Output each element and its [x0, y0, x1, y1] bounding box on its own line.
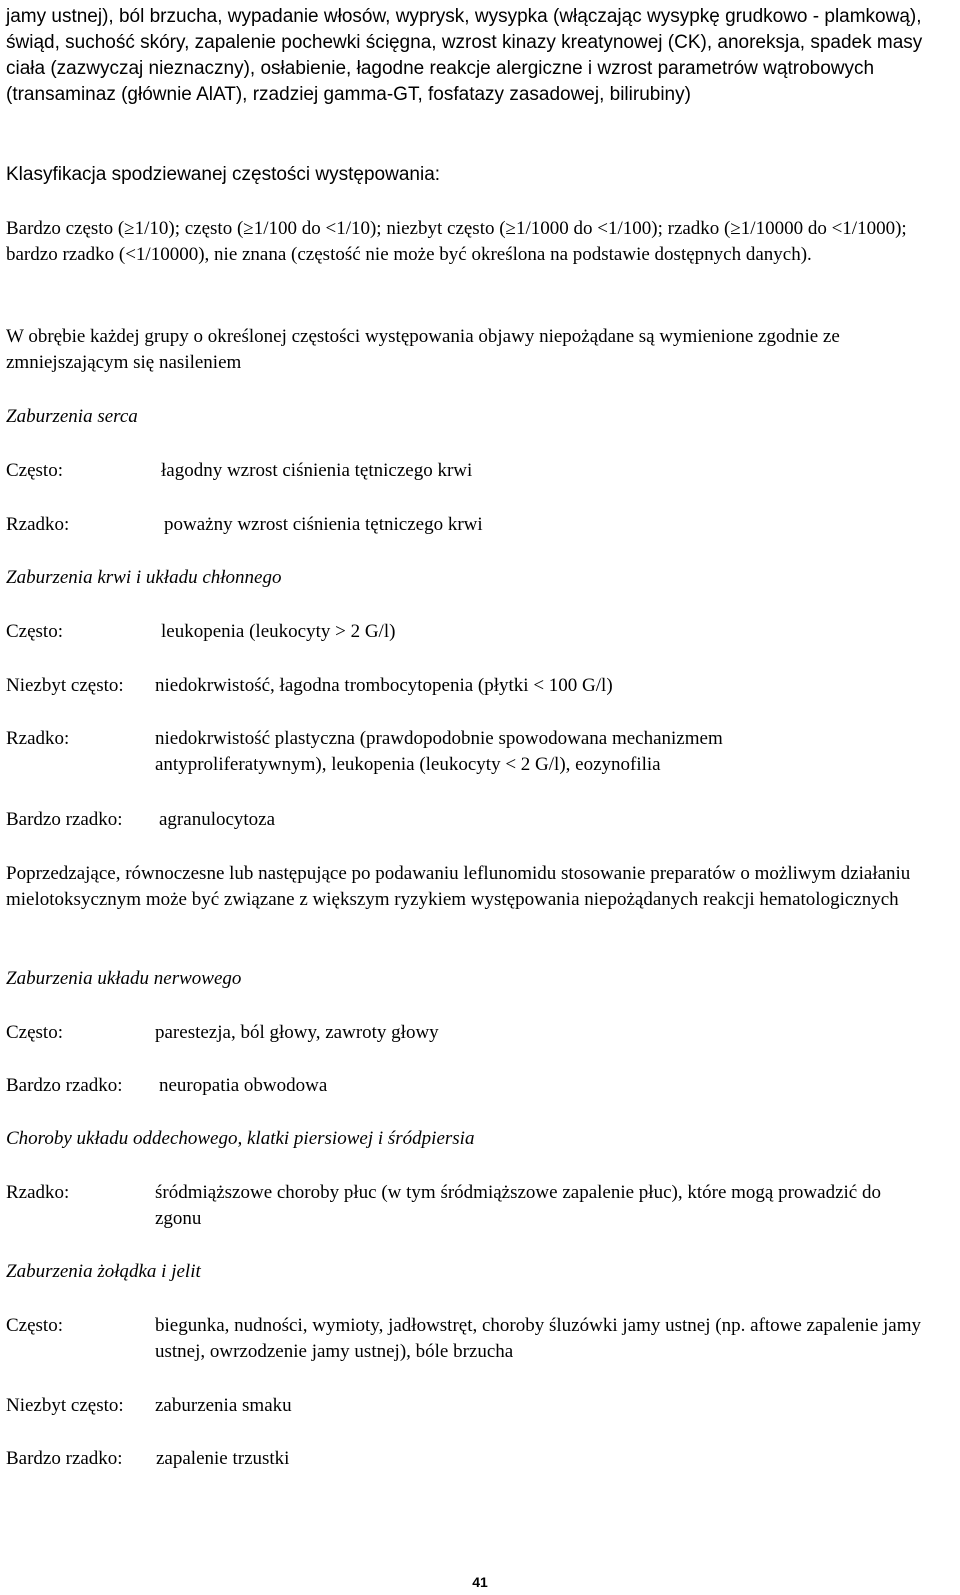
adverse-effect-text: niedokrwistość, łagodna trombocytopenia (płytki < 100 G/l) — [155, 675, 613, 696]
frequency-label: Rzadko: — [6, 514, 70, 535]
classification-heading: Klasyfikacja spodziewanej częstości występowania: — [6, 164, 441, 185]
intro-paragraph: jamy ustnej), ból brzucha, wypadanie włosów, wyprysk, wysypka (włączając wysypkę grudkowo - plamkową), świąd, suchość skóry, zapalenie pochewki ścięgna, wzrost kinazy kreatynowej (CK), anoreksja, spadek masy ciała (zazwyczaj nieznaczny), osłabienie, łagodne reakcje alergiczne i wzrost parametrów wątrobowych (transaminaz (głównie AlAT), rzadziej gamma-GT, fosfatazy zasadowej, bilirubiny) — [6, 6, 923, 105]
adverse-effect-text: poważny wzrost ciśnienia tętniczego krwi — [164, 514, 483, 535]
adverse-effect-text: łagodny wzrost ciśnienia tętniczego krwi — [161, 460, 473, 481]
adverse-effect-text: śródmiąższowe choroby płuc (w tym śródmiąższowe zapalenie płuc), które mogą prowadzić do zgonu — [155, 1182, 881, 1229]
frequency-label: Bardzo rzadko: — [6, 1075, 123, 1096]
frequency-label: Niezbyt często: — [6, 675, 124, 696]
section-heading-blood: Zaburzenia krwi i układu chłonnego — [6, 567, 282, 588]
section-heading-heart: Zaburzenia serca — [6, 406, 138, 427]
frequency-label: Często: — [6, 460, 63, 481]
section-heading-respiratory: Choroby układu oddechowego, klatki piersiowej i śródpiersia — [6, 1128, 475, 1149]
adverse-effect-text: niedokrwistość plastyczna (prawdopodobnie spowodowana mechanizmem antyproliferatywnym), leukopenia (leukocyty < 2 G/l), eozynofilia — [155, 728, 723, 775]
adverse-effect-text: agranulocytoza — [159, 809, 276, 830]
ordering-note: W obrębie każdej grupy o określonej częstości występowania objawy niepożądane są wymienione zgodnie ze zmniejszającym się nasileniem — [6, 326, 840, 373]
adverse-effect-text: zaburzenia smaku — [155, 1395, 292, 1416]
page-number: 41 — [472, 1574, 488, 1590]
frequency-label: Często: — [6, 1022, 63, 1043]
frequency-label: Rzadko: — [6, 728, 70, 749]
adverse-effect-text: neuropatia obwodowa — [159, 1075, 328, 1096]
section-heading-nervous: Zaburzenia układu nerwowego — [6, 968, 242, 989]
adverse-effect-text: biegunka, nudności, wymioty, jadłowstręt, choroby śluzówki jamy ustnej (np. aftowe zapalenie jamy ustnej, owrzodzenie jamy ustnej), bóle brzucha — [155, 1315, 921, 1362]
adverse-effect-text: leukopenia (leukocyty > 2 G/l) — [161, 621, 396, 642]
frequency-label: Często: — [6, 1315, 63, 1336]
frequency-label: Często: — [6, 621, 63, 642]
adverse-effect-text: parestezja, ból głowy, zawroty głowy — [155, 1022, 439, 1043]
frequency-label: Bardzo rzadko: — [6, 1448, 123, 1469]
frequency-label: Rzadko: — [6, 1182, 70, 1203]
frequency-label: Niezbyt często: — [6, 1395, 124, 1416]
frequency-definition: Bardzo często (≥1/10); często (≥1/100 do <1/10); niezbyt często (≥1/1000 do <1/100); rzadko (≥1/10000 do <1/1000); bardzo rzadko (<1/10000), nie znana (częstość nie może być określona na podstawie dostępnych danych). — [6, 218, 907, 265]
adverse-effect-text: zapalenie trzustki — [156, 1448, 290, 1469]
hematology-note: Poprzedzające, równoczesne lub następujące po podawaniu leflunomidu stosowanie preparatów o możliwym działaniu mielotoksycznym może być związane z większym ryzykiem występowania niepożądanych reakcji hematologicznych — [6, 863, 911, 910]
section-heading-gastro: Zaburzenia żołądka i jelit — [6, 1261, 201, 1282]
frequency-label: Bardzo rzadko: — [6, 809, 123, 830]
